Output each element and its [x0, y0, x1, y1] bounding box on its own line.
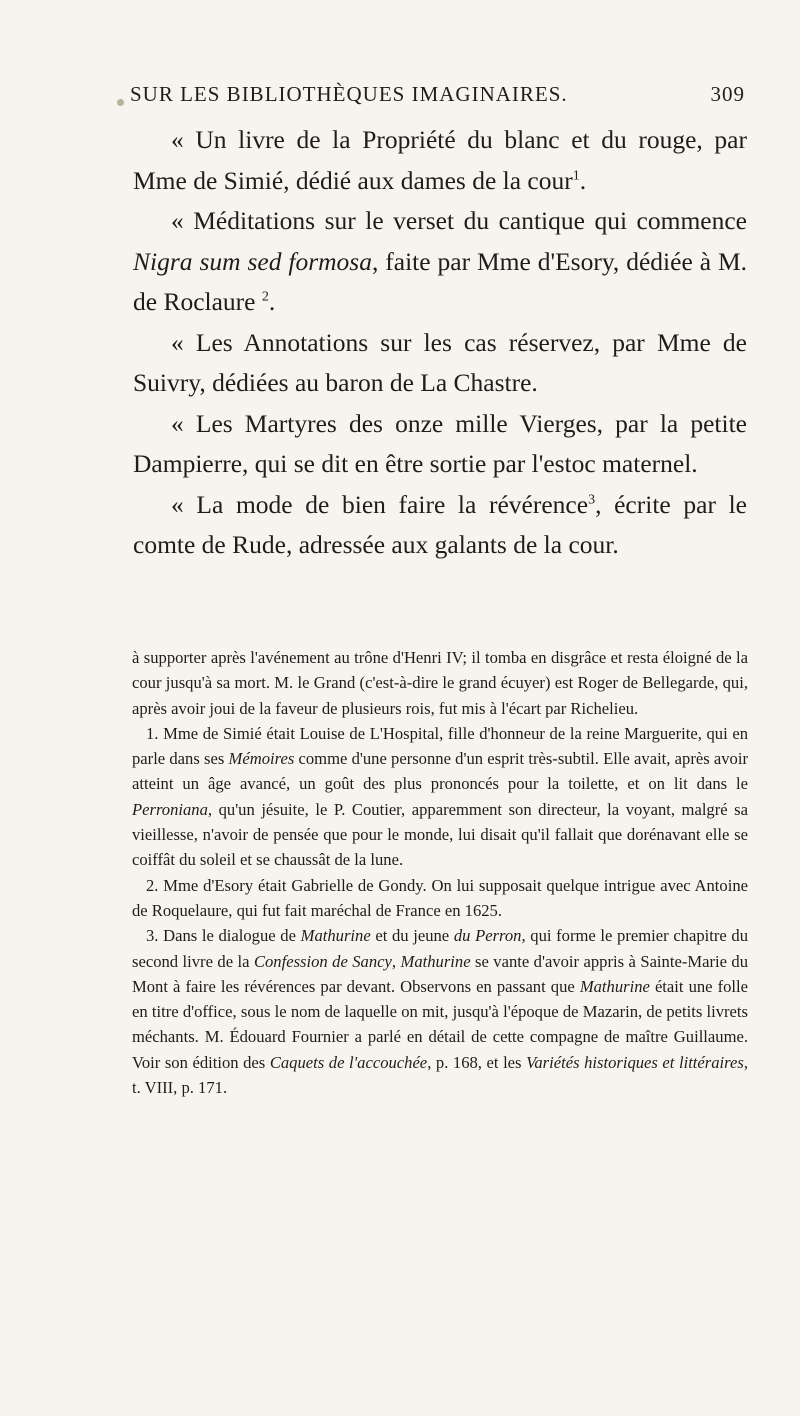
main-text [133, 120, 747, 566]
running-head [130, 82, 745, 112]
latin-quote: Nigra sum sed formosa [133, 246, 372, 276]
footnote-italic: Mémoires [228, 749, 295, 769]
page-number: 309 [710, 82, 745, 106]
footnote-italic: du Perron [453, 926, 522, 946]
footnote-text: était une folle en titre d'office, sous le nom de laquelle on mit, jusqu'à l'époque de Mazarin, de petits livrets méchants. M. Édouard Fournier a parlé en détail de cette compagne de maître Guillaume. Voir son édition des [132, 976, 748, 1072]
footnote-text: , p. 168, et les [427, 1052, 527, 1072]
footnote-italic: Mathurine [579, 976, 650, 996]
footnote-1 [132, 721, 748, 873]
paragraph-text: . [268, 287, 276, 316]
footnote-ref: 3 [588, 492, 596, 507]
paragraph-text: , écrite par le comte de Rude, adressée aux galants de la cour. [133, 489, 748, 559]
footnote-italic: Mathurine [300, 926, 371, 946]
paragraph-text: . [579, 165, 587, 195]
paragraph-proprietes [133, 120, 747, 201]
paragraph-reverence [133, 485, 747, 566]
footnote-text: et du jeune [370, 926, 454, 946]
footnote-italic: Variétés historiques et littéraires [526, 1052, 744, 1072]
footnote-italic: Caquets de l'accouchée [269, 1052, 428, 1072]
paragraph-martyres: « Les Martyres des onze mille Vierges, par la petite Dampierre, qui se dit en être sortie par l'estoc maternel. [133, 408, 747, 478]
running-title: SUR LES BIBLIOTHÈQUES IMAGINAIRES. [130, 82, 568, 106]
footnote-ref: 2 [261, 289, 269, 305]
footnote-text: se vante d'avoir appris à Sainte-Marie du Mont à faire les révérences par devant. Observons en passant que [132, 951, 749, 996]
paragraph-text: « La mode de bien faire la révérence [171, 489, 589, 519]
footnote-italic: Confession de Sancy [253, 951, 392, 971]
footnote-text: , [391, 951, 401, 971]
footnote-continuation: à supporter après l'avénement au trône d'Henri IV; il tomba en disgrâce et resta éloigné de la cour jusqu'à sa mort. M. le Grand (c'est-à-dire le grand écuyer) est Roger de Bellegarde, qui, après avoir joui de la faveur de plusieurs rois, fut mis à l'écart par Richelieu. [132, 648, 748, 718]
printer-ornament [117, 99, 124, 106]
footnote-italic: Mathurine [400, 951, 471, 971]
paragraph-text: , faite par Mme d'Esory, dédiée à M. de Roclaure [133, 246, 747, 316]
footnote-3 [132, 923, 748, 1100]
footnote-text: comme d'une personne d'un esprit très-subtil. Elle avait, après avoir atteint un âge avancé, un goût des plus prononcés pour la toilette, et on lit dans le [132, 749, 748, 794]
paragraph-text: « Un livre de la Propriété du blanc et du rouge, par Mme de Simié, dédié aux dames de la cour [133, 125, 747, 195]
footnotes [132, 645, 748, 1100]
footnote-italic: Perroniana [132, 799, 208, 819]
footnote-text: 3. Dans le dialogue de [146, 926, 301, 946]
footnote-ref: 1 [572, 168, 580, 183]
footnote-2: 2. Mme d'Esory était Gabrielle de Gondy. On lui supposait quelque intrigue avec Antoine de Roquelaure, qui fut fait maréchal de France en 1625. [132, 875, 748, 920]
paragraph-text: « Méditations sur le verset du cantique qui commence [171, 206, 747, 235]
paragraph-annotations: « Les Annotations sur les cas réservez, par Mme de Suivry, dédiées au baron de La Chastre. [133, 327, 747, 397]
footnote-text: , qui forme le premier chapitre du second livre de la [132, 926, 749, 971]
footnote-text: , t. VIII, p. 171. [132, 1052, 748, 1098]
footnote-text: , qu'un jésuite, le P. Coutier, apparemment son directeur, la voyant, malgré sa vieillesse, n'avoir de pensée que pour le monde, lui disait qu'il fallait que dorénavant elle se coiffât du soleil et se chaussât de la lune. [132, 799, 748, 870]
paragraph-meditations [133, 201, 747, 323]
footnote-text: 1. Mme de Simié était Louise de L'Hospital, fille d'honneur de la reine Marguerite, qui en parle dans ses [132, 723, 748, 769]
